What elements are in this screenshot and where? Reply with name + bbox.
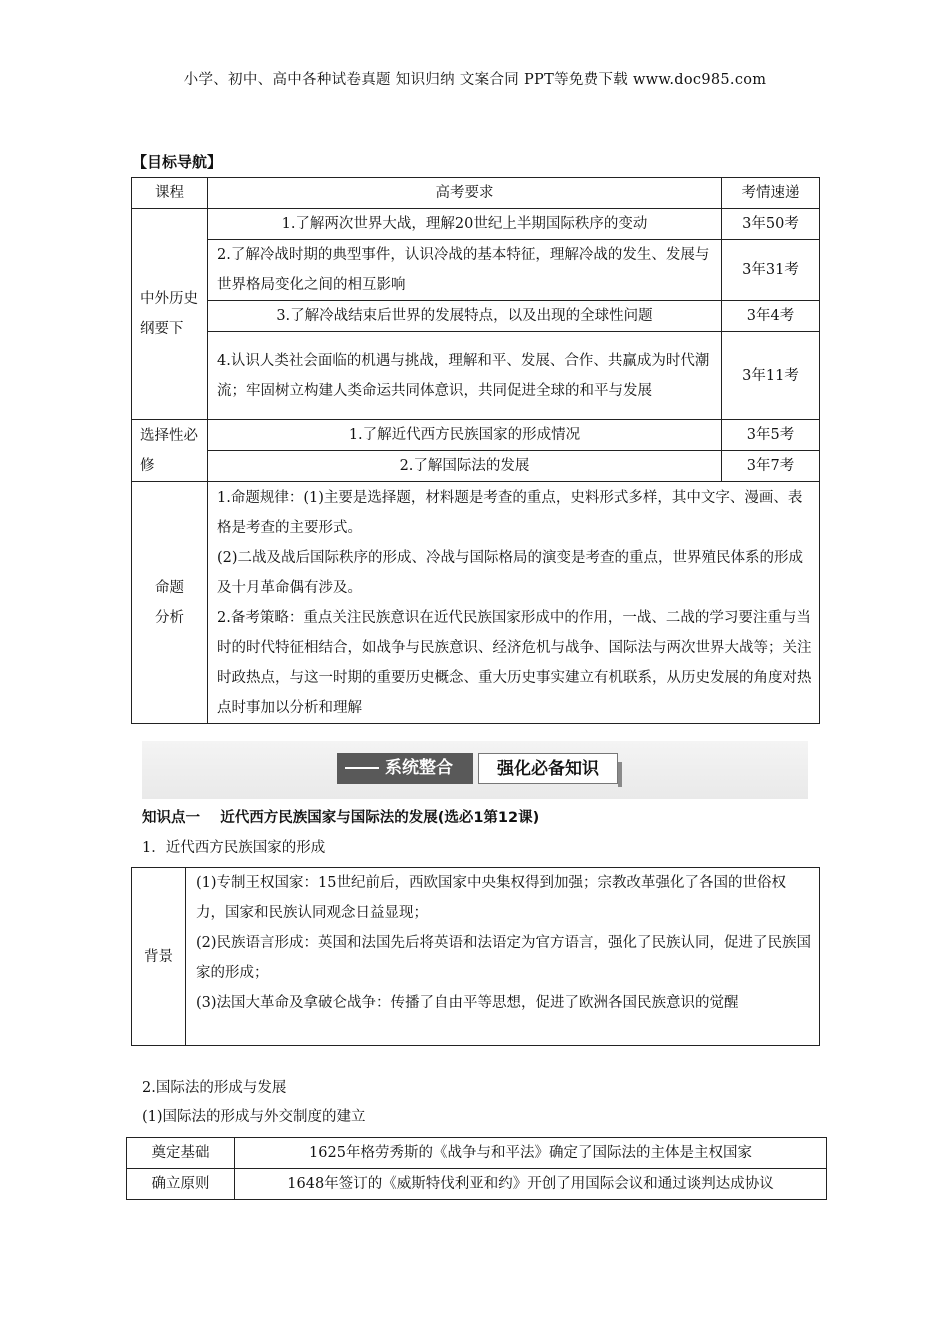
subheading: 2.国际法的形成与发展 — [142, 1080, 287, 1096]
background-line: (2)民族语言形成：英国和法国先后将英语和法语定为官方语言，强化了民族认同，促进了民族国家的形成； — [196, 935, 812, 981]
analysis-line: 1.命题规律：(1)主要是选择题，材料题是考查的重点，史料形式多样，其中文字、漫画、表格是考查的主要形式。 — [217, 490, 803, 536]
section-banner — [142, 741, 808, 799]
banner-right: 强化必备知识 — [478, 753, 618, 784]
dash-icon — [345, 767, 379, 769]
banner-shadow — [618, 762, 622, 787]
stat-cell: 3年31考 — [722, 240, 820, 301]
goal-table — [131, 177, 820, 724]
law-text: 1625年格劳秀斯的《战争与和平法》确定了国际法的主体是主权国家 — [235, 1138, 827, 1169]
law-label: 确立原则 — [127, 1169, 235, 1200]
header-requirement: 高考要求 — [208, 178, 722, 209]
stat-cell: 3年50考 — [722, 209, 820, 240]
requirement-cell: 2.了解国际法的发展 — [208, 451, 722, 482]
header-course: 课程 — [132, 178, 208, 209]
banner-left-text: 系统整合 — [385, 758, 453, 778]
header-stat: 考情速递 — [722, 178, 820, 209]
course-cell: 命题分析 — [132, 482, 208, 724]
stat-cell: 3年5考 — [722, 420, 820, 451]
section-title: 【目标导航】 — [132, 153, 223, 171]
requirement-cell: 1.了解两次世界大战，理解20世纪上半期国际秩序的变动 — [208, 209, 722, 240]
stat-cell: 3年7考 — [722, 451, 820, 482]
background-table — [131, 867, 820, 1046]
course-cell: 中外历史纲要下 — [132, 209, 208, 420]
requirement-cell: 3.了解冷战结束后世界的发展特点，以及出现的全球性问题 — [208, 301, 722, 332]
page-header: 小学、初中、高中各种试卷真题 知识归纳 文案合同 PPT等免费下载 www.doc985.com — [183, 72, 767, 88]
law-label: 奠定基础 — [127, 1138, 235, 1169]
analysis-cell — [208, 482, 820, 724]
requirement-cell: 4.认识人类社会面临的机遇与挑战，理解和平、发展、合作、共赢成为时代潮流；牢固树立构建人类命运共同体意识，共同促进全球的和平与发展 — [208, 332, 722, 420]
subheading: (1)国际法的形成与外交制度的建立 — [142, 1109, 366, 1125]
stat-cell: 3年11考 — [722, 332, 820, 420]
international-law-table — [126, 1137, 827, 1200]
background-line: (1)专制王权国家：15世纪前后，西欧国家中央集权得到加强；宗教改革强化了各国的世俗权力，国家和民族认同观念日益显现； — [196, 875, 786, 921]
background-label: 背景 — [132, 868, 186, 1046]
requirement-cell: 2.了解冷战时期的典型事件，认识冷战的基本特征，理解冷战的发生、发展与世界格局变化之间的相互影响 — [208, 240, 722, 301]
background-line: (3)法国大革命及拿破仑战争：传播了自由平等思想，促进了欧洲各国民族意识的觉醒 — [196, 995, 739, 1011]
law-text: 1648年签订的《威斯特伐利亚和约》开创了用国际会议和通过谈判达成协议 — [235, 1169, 827, 1200]
banner-left — [337, 753, 473, 784]
analysis-line: (2)二战及战后国际秩序的形成、冷战与国际格局的演变是考查的重点，世界殖民体系的形成及十月革命偶有涉及。 — [217, 550, 804, 596]
requirement-cell: 1.了解近代西方民族国家的形成情况 — [208, 420, 722, 451]
subheading: 1．近代西方民族国家的形成 — [142, 840, 326, 856]
course-cell: 选择性必修 — [132, 420, 208, 482]
analysis-line: 2.备考策略：重点关注民族意识在近代民族国家形成中的作用，一战、二战的学习要注重与当时的时代特征相结合，如战争与民族意识、经济危机与战争、国际法与两次世界大战等；关注时政热点，与这一时期的重要历史概念、重大历史事实建立有机联系，从历史发展的角度对热点时事加以分析和理解 — [217, 610, 812, 716]
knowledge-point-title: 知识点一 近代西方民族国家与国际法的发展(选必1第12课) — [142, 810, 540, 826]
background-content — [186, 868, 820, 1046]
stat-cell: 3年4考 — [722, 301, 820, 332]
